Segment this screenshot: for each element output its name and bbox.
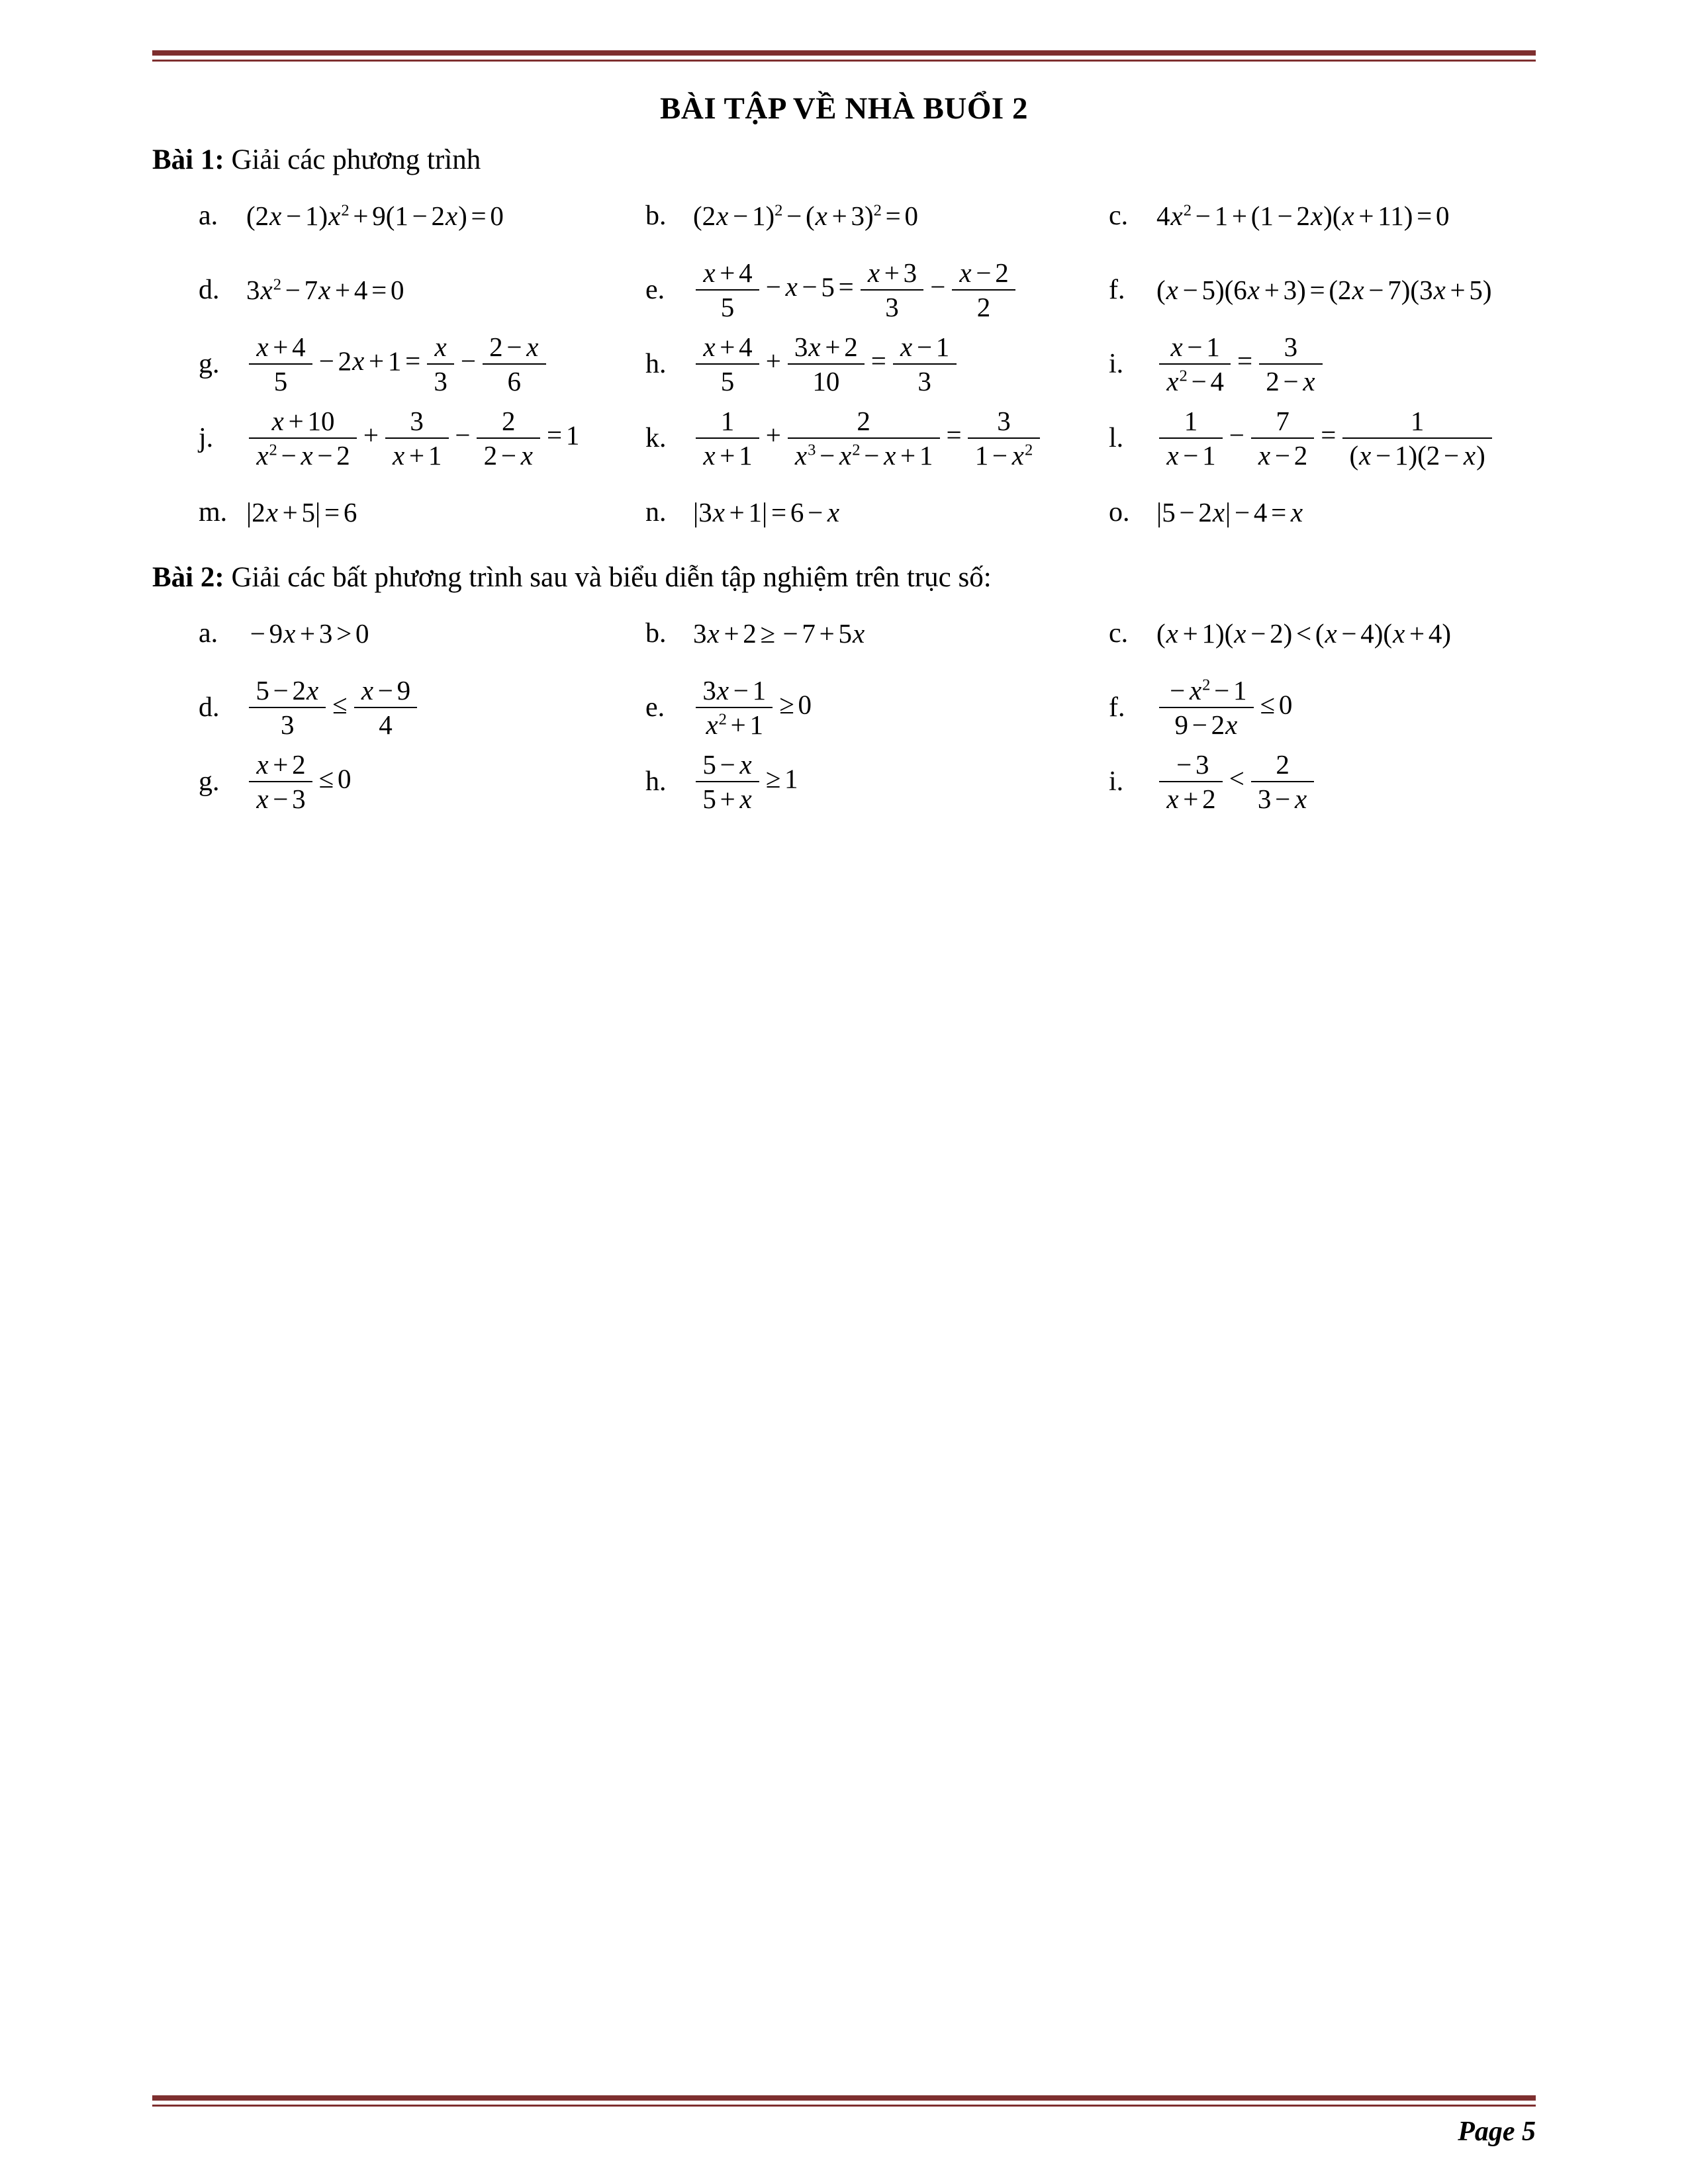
exercise-item bbox=[1109, 617, 1536, 649]
section-2 bbox=[152, 561, 1536, 816]
exercise-item bbox=[645, 200, 1109, 232]
exercise-item bbox=[199, 496, 645, 528]
section-heading-bold: Bài 2: bbox=[152, 562, 224, 593]
exercise-item bbox=[199, 674, 645, 741]
math-expression: $\frac{1}{x - 1}$ − $\frac{7}{x - 2}$ = $\frac{1}{(x - 1)(2 - x)}$ bbox=[1156, 404, 1495, 472]
item-label: h. bbox=[645, 349, 667, 379]
item-label: i. bbox=[1109, 349, 1124, 379]
item-label: d. bbox=[199, 692, 220, 723]
exercise-item bbox=[199, 748, 645, 815]
exercise-item bbox=[1109, 748, 1536, 815]
section-1 bbox=[152, 144, 1536, 547]
exercise-item bbox=[645, 496, 1109, 528]
math-expression: |5 − 2x| − 4 = x bbox=[1156, 497, 1303, 527]
section-heading: Bài 2: Giải các bất phương trình sau và biểu diễn tập nghiệm trên trục số: bbox=[152, 562, 992, 593]
math-expression: $\frac{1}{x + 1}$ + $\frac{2}{x^3 - x^2 - x + 1}$ = $\frac{3}{1 - x^2}$ bbox=[693, 404, 1043, 472]
exercise-item bbox=[645, 330, 1109, 398]
exercise-item bbox=[1109, 674, 1536, 741]
math-expression: $(2x - 1)^2 - (x + 3)^2 = 0$ bbox=[693, 201, 918, 231]
item-label: h. bbox=[645, 766, 667, 797]
exercise-row bbox=[199, 599, 1536, 668]
math-expression: $\frac{- 3}{x + 2}$ < $\frac{2}{3 - x}$ bbox=[1156, 748, 1317, 815]
math-expression: |3x + 1| = 6 − x bbox=[693, 497, 840, 527]
exercise-row bbox=[199, 330, 1536, 398]
item-label: f. bbox=[1109, 275, 1125, 305]
exercise-item bbox=[645, 748, 1109, 815]
bottom-border-rule bbox=[152, 2095, 1536, 2107]
math-expression: $\frac{x + 2}{x - 3}$ ≤ 0 bbox=[246, 748, 351, 815]
exercise-item bbox=[1109, 404, 1536, 472]
item-label: g. bbox=[199, 766, 220, 797]
exercise-item bbox=[199, 404, 645, 472]
math-expression: − 9x + 3 > 0 bbox=[250, 618, 369, 649]
math-expression: (x + 1)(x − 2) < (x − 4)(x + 4) bbox=[1156, 618, 1452, 649]
math-expression: $\frac{5 - x}{5 + x}$ ≥ 1 bbox=[693, 748, 798, 815]
exercise-row bbox=[199, 673, 1536, 742]
exercise-row bbox=[199, 478, 1536, 547]
exercise-item bbox=[1109, 496, 1536, 528]
exercise-item bbox=[199, 330, 645, 398]
item-label: f. bbox=[1109, 692, 1125, 723]
math-expression: $\frac{x + 10}{x^2 - x - 2}$ + $\frac{3}{x + 1}$ − $\frac{2}{2 - x}$ = 1 bbox=[246, 404, 579, 472]
top-border-rule bbox=[152, 50, 1536, 62]
item-label: k. bbox=[645, 423, 667, 453]
item-label: n. bbox=[645, 497, 667, 527]
math-expression: 3x + 2 ≥ − 7 + 5x bbox=[693, 618, 865, 649]
exercise-item bbox=[1109, 330, 1536, 398]
exercise-item bbox=[645, 674, 1109, 741]
exercise-item bbox=[199, 617, 645, 649]
exercise-item bbox=[645, 256, 1109, 324]
item-label: e. bbox=[645, 275, 665, 305]
section-heading-bold: Bài 1: bbox=[152, 144, 224, 175]
item-label: o. bbox=[1109, 497, 1130, 527]
item-label: i. bbox=[1109, 766, 1124, 797]
math-expression: $\frac{x + 4}{5}$ − 2x + 1 = $\frac{x}{3}$ − $\frac{2 - x}{6}$ bbox=[246, 330, 549, 398]
exercise-item bbox=[1109, 274, 1536, 306]
item-label: l. bbox=[1109, 423, 1124, 453]
exercise-item bbox=[645, 617, 1109, 649]
item-label: g. bbox=[199, 349, 220, 379]
exercise-item bbox=[645, 404, 1109, 472]
exercise-row bbox=[199, 747, 1536, 816]
math-expression: $\frac{3x - 1}{x^2 + 1}$ ≥ 0 bbox=[693, 674, 812, 741]
exercise-row bbox=[199, 404, 1536, 473]
exercise-item bbox=[199, 200, 645, 232]
page-footer bbox=[152, 2095, 1536, 2148]
item-label: m. bbox=[199, 497, 228, 527]
section-heading: Bài 1: Giải các phương trình bbox=[152, 144, 481, 175]
exercise-item bbox=[1109, 200, 1536, 232]
sections-container bbox=[152, 144, 1536, 816]
item-label: c. bbox=[1109, 201, 1129, 231]
item-label: d. bbox=[199, 275, 220, 305]
math-expression: $\frac{x - 1}{x^2 - 4}$ = $\frac{3}{2 - x}$ bbox=[1156, 330, 1325, 398]
math-expression: |2x + 5| = 6 bbox=[246, 497, 357, 527]
math-expression: $(2x - 1)x^2 + 9(1 - 2x) = 0$ bbox=[246, 201, 504, 231]
content-area bbox=[0, 50, 1688, 816]
item-label: a. bbox=[199, 618, 218, 649]
math-expression: $\frac{- x^2 - 1}{9 - 2x}$ ≤ 0 bbox=[1156, 674, 1292, 741]
exercise-row bbox=[199, 255, 1536, 324]
math-expression: (x − 5)(6x + 3) = (2x − 7)(3x + 5) bbox=[1156, 275, 1492, 305]
item-label: c. bbox=[1109, 618, 1129, 649]
page-title: BÀI TẬP VỀ NHÀ BUỔI 2 bbox=[660, 91, 1028, 126]
item-label: e. bbox=[645, 692, 665, 723]
item-label: b. bbox=[645, 201, 667, 231]
item-label: a. bbox=[199, 201, 218, 231]
exercise-item bbox=[199, 274, 645, 306]
math-expression: $\frac{5 - 2x}{3}$ ≤ $\frac{x - 9}{4}$ bbox=[246, 674, 420, 741]
page-number: Page 5 bbox=[1458, 2116, 1536, 2147]
math-expression: $3x^2 - 7x + 4 = 0$ bbox=[246, 275, 404, 305]
math-expression: $4x^2 - 1 + (1 - 2x)(x + 11) = 0$ bbox=[1156, 201, 1450, 231]
math-expression: $\frac{x + 4}{5}$ − x − 5 = $\frac{x + 3}{3}$ − $\frac{x - 2}{2}$ bbox=[693, 256, 1018, 324]
exercise-row bbox=[199, 181, 1536, 250]
item-label: b. bbox=[645, 618, 667, 649]
math-expression: $\frac{x + 4}{5}$ + $\frac{3x + 2}{10}$ = $\frac{x - 1}{3}$ bbox=[693, 330, 959, 398]
item-label: j. bbox=[199, 423, 214, 453]
